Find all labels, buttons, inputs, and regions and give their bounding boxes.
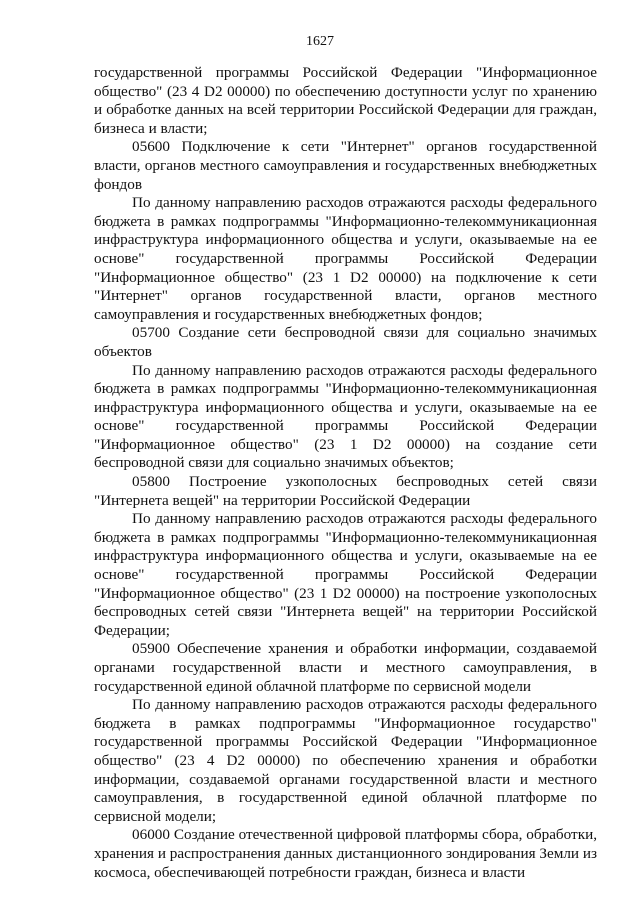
section-heading-05800: 05800 Построение узкополосных беспроводных сетей связи "Интернета вещей" на территории Российской Федерации (94, 473, 597, 509)
paragraph: По данному направлению расходов отражаются расходы федерального бюджета в рамках подпрограммы "Информационно-телекоммуникационная инфраструктура информационного общества и услуги, оказываемые на ее основе" государственной программы Российской Федерации "Информационное общество" (23 1 D2 00000) на построение узкополосных беспроводных сетей связи "Интернета вещей" на территории Российской Федерации; (94, 510, 597, 639)
paragraph: По данному направлению расходов отражаются расходы федерального бюджета в рамках подпрограммы "Информационно-телекоммуникационная инфраструктура информационного общества и услуги, оказываемые на ее основе" государственной программы Российской Федерации "Информационное общество" (23 1 D2 00000) на создание сети беспроводной связи для социально значимых объектов; (94, 361, 597, 472)
section-heading-05600: 05600 Подключение к сети "Интернет" органов государственной власти, органов местного самоуправления и государственных внебюджетных фондов (94, 138, 597, 193)
paragraph: По данному направлению расходов отражаются расходы федерального бюджета в рамках подпрограммы "Информационное государство" государственной программы Российской Федерации "Информационное общество" (23 4 D2 00000) по обеспечению хранения и обработки информации, создаваемой органами государственной власти и местного самоуправления, в государственной единой облачной платформе по сервисной модели; (94, 696, 597, 825)
paragraph: По данному направлению расходов отражаются расходы федерального бюджета в рамках подпрограммы "Информационно-телекоммуникационная инфраструктура информационного общества и услуги, оказываемые на ее основе" государственной программы Российской Федерации "Информационное общество" (23 1 D2 00000) на подключение к сети "Интернет" органов государственной власти, органов местного самоуправления и государственных внебюджетных фондов; (94, 194, 597, 323)
page-number: 1627 (306, 34, 334, 49)
paragraph: государственной программы Российской Федерации "Информационное общество" (23 4 D2 00000) по обеспечению доступности услуг по хранению и обработке данных на всей территории Российской Федерации для граждан, бизнеса и власти; (94, 64, 597, 137)
section-heading-05900: 05900 Обеспечение хранения и обработки информации, создаваемой органами государственной власти и местного самоуправления, в государственной единой облачной платформе по сервисной модели (94, 640, 597, 695)
section-heading-05700: 05700 Создание сети беспроводной связи для социально значимых объектов (94, 324, 597, 360)
section-heading-06000: 06000 Создание отечественной цифровой платформы сбора, обработки, хранения и распространения данных дистанционного зондирования Земли из космоса, обеспечивающей потребности граждан, бизнеса и власти (94, 826, 597, 881)
document-body (94, 64, 597, 882)
